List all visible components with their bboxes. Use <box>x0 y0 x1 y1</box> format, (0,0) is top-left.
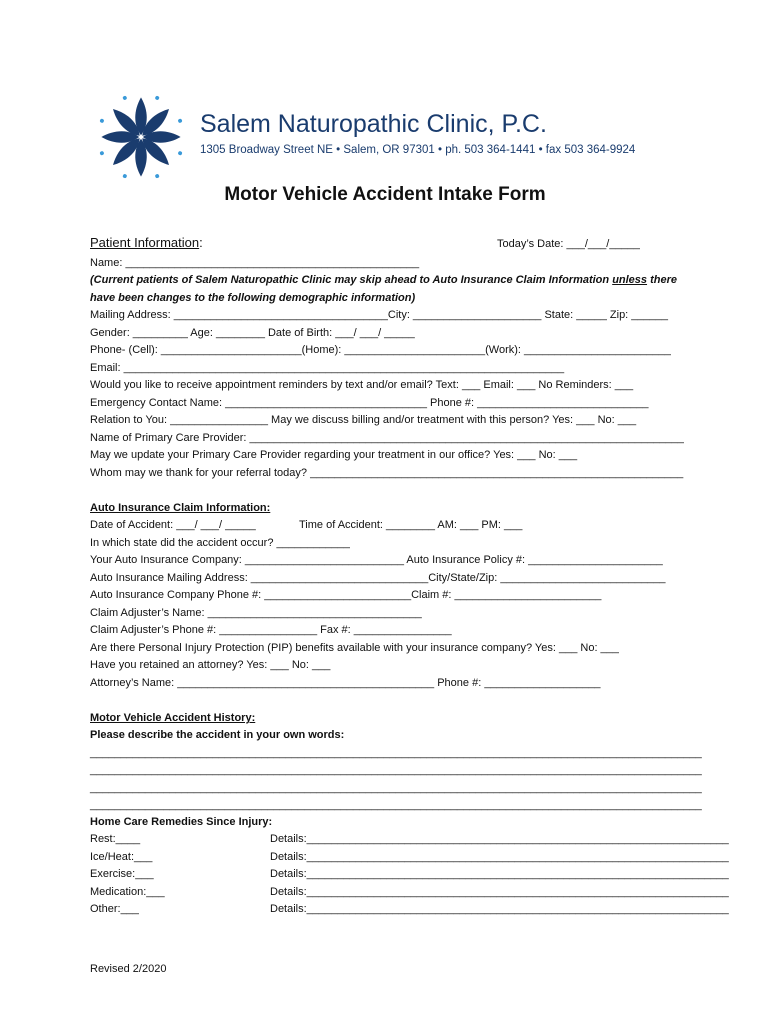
time-of-accident-field[interactable]: Time of Accident: ________ AM: ___ PM: ___ <box>299 519 523 531</box>
accident-history-heading: Motor Vehicle Accident History: <box>90 712 256 724</box>
phone-field[interactable]: Phone- (Cell): _______________________(Home): _______________________(Work): ________________________ <box>90 344 671 356</box>
update-provider-field[interactable]: May we update your Primary Care Provider regarding your treatment in our office? Yes: ___ No: ___ <box>90 449 578 461</box>
remedy-details[interactable]: Details:_____________________________________________________________________ <box>270 886 729 898</box>
remedy-label: Other:___ <box>90 903 139 915</box>
pip-field[interactable]: Are there Personal Injury Protection (PIP) benefits available with your insurance company? Yes: ___ No: ___ <box>90 642 619 654</box>
accident-state-field[interactable]: In which state did the accident occur? ____________ <box>90 537 350 549</box>
patient-info-heading-colon: : <box>199 235 203 250</box>
emergency-contact-field[interactable]: Emergency Contact Name: _________________________________ Phone #: ____________________________ <box>90 397 649 409</box>
description-line[interactable]: ____________________________________________________________________________________________________ <box>90 799 702 811</box>
remedy-label: Ice/Heat:___ <box>90 851 153 863</box>
form-title: Motor Vehicle Accident Intake Form <box>224 184 546 205</box>
gender-age-dob-field[interactable]: Gender: _________ Age: ________ Date of Birth: ___/ ___/ _____ <box>90 327 415 339</box>
remedy-details[interactable]: Details:_____________________________________________________________________ <box>270 868 729 880</box>
description-line[interactable]: ____________________________________________________________________________________________________ <box>90 782 702 794</box>
relation-field[interactable]: Relation to You: ________________ May we discuss billing and/or treatment with this person? Yes: ___ No: ___ <box>90 414 637 426</box>
attorney-retained-field[interactable]: Have you retained an attorney? Yes: ___ No: ___ <box>90 659 331 671</box>
email-field[interactable]: Email: ________________________________________________________________________ <box>90 362 565 374</box>
auto-insurance-heading: Auto Insurance Claim Information: <box>90 502 271 514</box>
note-unless: unless <box>612 274 648 286</box>
date-of-accident-field[interactable]: Date of Accident: ___/ ___/ _____ <box>90 519 256 531</box>
clinic-name: Salem Naturopathic Clinic, P.C. <box>200 110 547 138</box>
note-part-1: (Current patients of Salem Naturopathic Clinic may skip ahead to Auto Insurance Claim Information <box>90 274 613 286</box>
name-field[interactable]: Name: ________________________________________________ <box>90 257 420 269</box>
remedy-label: Exercise:___ <box>90 868 154 880</box>
remedy-row-exercise[interactable] <box>90 867 729 881</box>
patient-info-heading-text: Patient Information <box>90 235 200 250</box>
remedy-row-rest[interactable] <box>90 832 729 846</box>
insurance-company-field[interactable]: Your Auto Insurance Company: __________________________ Auto Insurance Policy #: ______________________ <box>90 554 663 566</box>
adjuster-phone-field[interactable]: Claim Adjuster’s Phone #: ________________ Fax #: ________________ <box>90 624 452 636</box>
remedy-row-other[interactable] <box>90 902 729 916</box>
remedy-details[interactable]: Details:_____________________________________________________________________ <box>270 851 729 863</box>
patient-info-heading <box>90 236 203 250</box>
clinic-flower-logo-icon <box>96 92 186 182</box>
remedy-details[interactable]: Details:_____________________________________________________________________ <box>270 903 729 915</box>
remedy-row-medication[interactable] <box>90 885 729 899</box>
remedies-heading: Home Care Remedies Since Injury: <box>90 816 273 828</box>
description-line[interactable]: ____________________________________________________________________________________________________ <box>90 764 702 776</box>
referral-field[interactable]: Whom may we thank for your referral today? _____________________________________________________________ <box>90 467 684 479</box>
insurance-phone-field[interactable]: Auto Insurance Company Phone #: ________________________Claim #: ________________________ <box>90 589 602 601</box>
note-part-2: there <box>647 274 678 286</box>
remedy-label: Medication:___ <box>90 886 165 898</box>
insurance-mailing-field[interactable]: Auto Insurance Mailing Address: _____________________________City/State/Zip: ___________________________ <box>90 572 666 584</box>
mailing-address-field[interactable]: Mailing Address: ___________________________________City: _____________________ State: _____ Zip: ______ <box>90 309 669 321</box>
current-patient-note-2: have been changes to the following demographic information) <box>90 292 416 304</box>
reminders-field[interactable]: Would you like to receive appointment reminders by text and/or email? Text: ___ Email: ___ No Reminders: ___ <box>90 379 634 391</box>
attorney-name-field[interactable]: Attorney’s Name: __________________________________________ Phone #: ___________________ <box>90 677 601 689</box>
revision-note: Revised 2/2020 <box>90 963 167 975</box>
primary-care-field[interactable]: Name of Primary Care Provider: _______________________________________________________________________ <box>90 432 684 444</box>
remedy-label: Rest:____ <box>90 833 141 845</box>
remedy-row-ice-heat[interactable] <box>90 850 729 864</box>
remedy-details[interactable]: Details:_____________________________________________________________________ <box>270 833 729 845</box>
todays-date-field[interactable]: Today’s Date: ___/___/_____ <box>497 238 640 250</box>
describe-prompt: Please describe the accident in your own words: <box>90 729 345 741</box>
clinic-address: 1305 Broadway Street NE • Salem, OR 97301 • ph. 503 364-1441 • fax 503 364-9924 <box>200 144 636 156</box>
current-patient-note <box>90 273 677 287</box>
description-line[interactable]: ____________________________________________________________________________________________________ <box>90 747 702 759</box>
adjuster-name-field[interactable]: Claim Adjuster’s Name: ___________________________________ <box>90 607 422 619</box>
